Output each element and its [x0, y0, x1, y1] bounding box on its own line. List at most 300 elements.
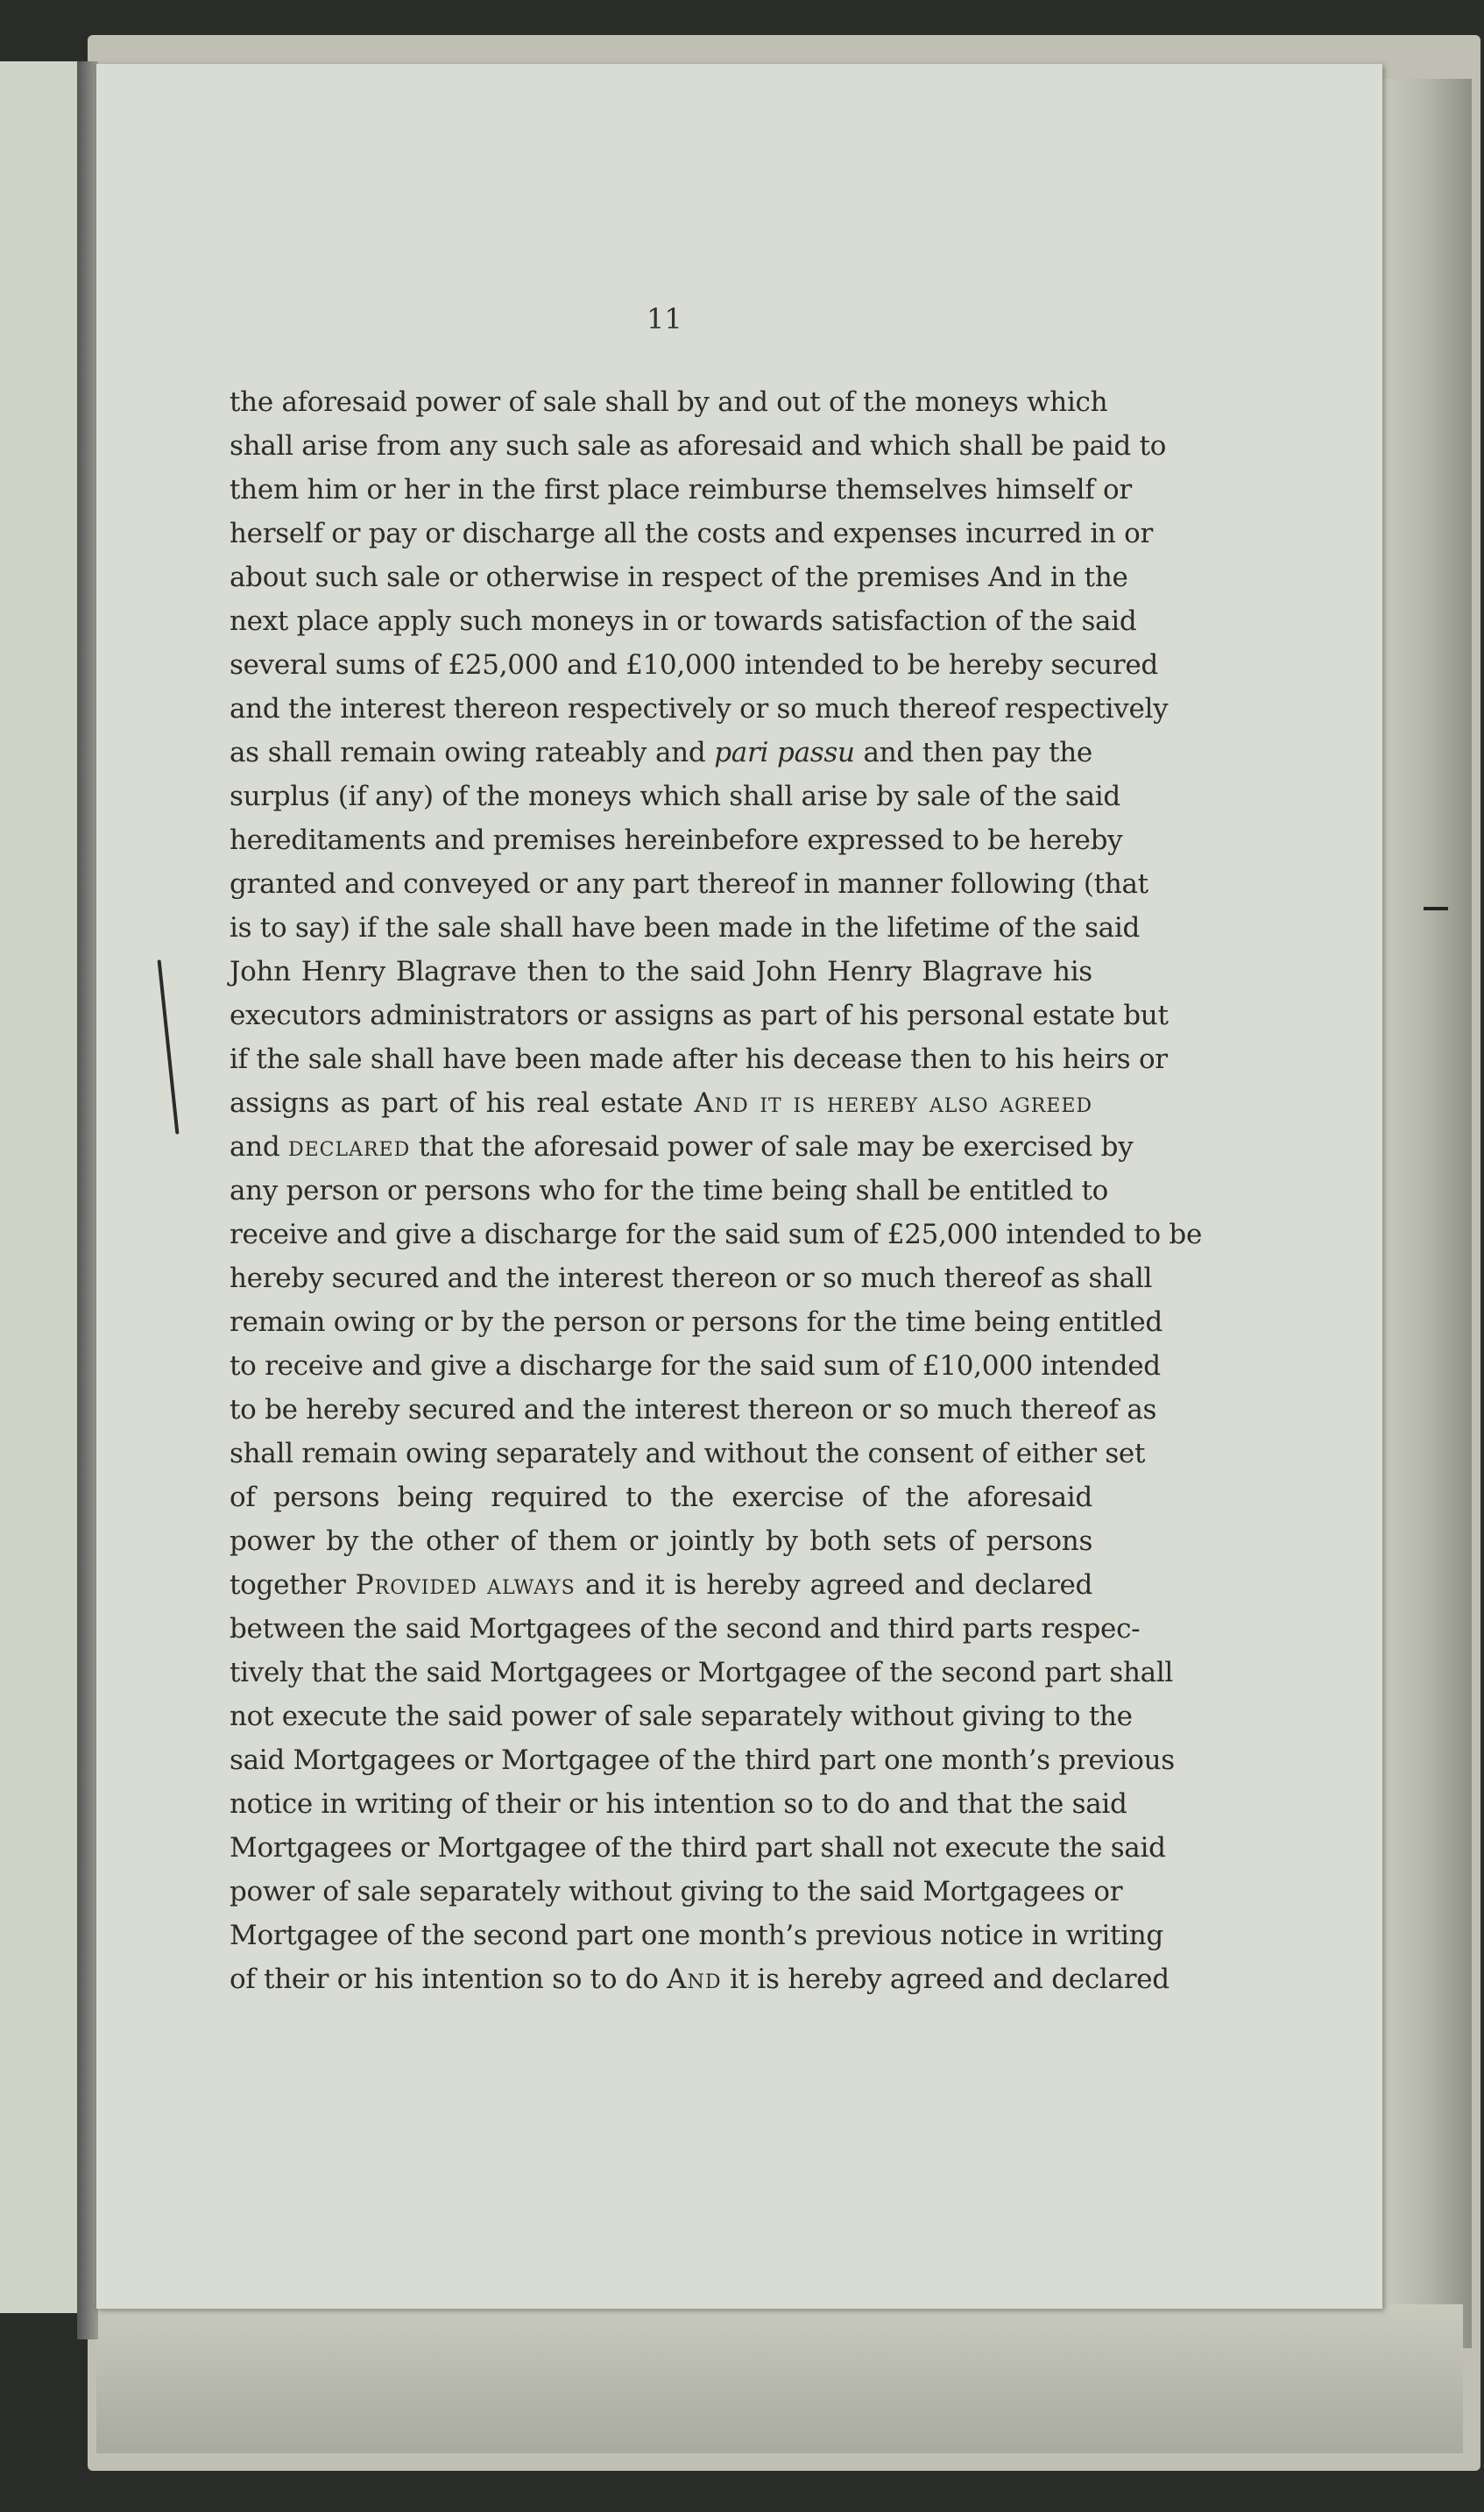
- text-segment: pay: [368, 518, 417, 549]
- text-segment: or: [538, 868, 568, 900]
- text-segment: in: [803, 868, 830, 900]
- text-segment: the: [635, 956, 680, 987]
- text-segment: respec-: [1041, 1613, 1141, 1645]
- text-segment: £25,000: [448, 649, 559, 681]
- text-segment: to: [230, 1350, 257, 1382]
- text-segment: then: [922, 737, 984, 768]
- text-segment: the: [853, 1306, 898, 1338]
- text-segment: granted: [230, 868, 336, 900]
- text-segment: receive: [265, 1350, 364, 1382]
- text-segment: either: [1015, 1438, 1097, 1469]
- text-segment: is: [757, 1964, 780, 1995]
- text-segment: that: [957, 1788, 1012, 1820]
- text-line: [230, 862, 1148, 906]
- text-segment: for: [625, 1219, 665, 1250]
- text-segment: intended: [1006, 1219, 1126, 1250]
- text-segment: after: [672, 1044, 738, 1075]
- text-line: [230, 1037, 1168, 1081]
- text-segment: the: [645, 518, 689, 549]
- text-segment: one: [640, 1920, 690, 1951]
- text-line: [230, 1344, 1161, 1388]
- text-segment: but: [1123, 1000, 1169, 1031]
- text-segment: their: [264, 1964, 329, 1995]
- text-segment: be: [1169, 1219, 1202, 1250]
- text-line: [230, 599, 1137, 643]
- text-segment: and: [344, 868, 395, 900]
- text-segment: or: [1138, 1044, 1168, 1075]
- text-segment: towards: [713, 605, 823, 637]
- text-segment: to: [821, 1788, 849, 1820]
- text-segment: give: [395, 1219, 452, 1250]
- text-segment: of: [948, 1525, 975, 1557]
- text-line: [230, 1432, 1146, 1475]
- text-segment: and: [336, 1219, 387, 1250]
- text-segment: owing: [405, 1438, 488, 1469]
- text-segment: to: [259, 912, 287, 944]
- text-segment: as: [1127, 1394, 1157, 1426]
- text-segment: sale: [386, 562, 441, 593]
- text-segment: have: [442, 1044, 507, 1075]
- text-segment: said: [405, 1613, 461, 1645]
- text-segment: say): [294, 912, 350, 944]
- text-segment: moneys: [527, 781, 632, 812]
- text-segment: third: [887, 1613, 955, 1645]
- text-segment: moneys: [915, 386, 1019, 418]
- text-segment: sale: [795, 1131, 849, 1163]
- text-segment: or: [425, 518, 455, 549]
- text-segment: in: [642, 605, 668, 637]
- small-caps-text: always: [487, 1569, 576, 1601]
- text-segment: of: [981, 1438, 1008, 1469]
- text-segment: the: [1032, 912, 1077, 944]
- text-segment: of: [760, 1131, 787, 1163]
- text-segment: third: [744, 1744, 811, 1776]
- text-segment: place: [607, 474, 681, 506]
- text-segment: shall: [855, 1175, 920, 1206]
- text-segment: surplus: [230, 781, 330, 812]
- text-segment: be: [265, 1394, 298, 1426]
- text-segment: by: [461, 1306, 493, 1338]
- text-segment: persons: [272, 1482, 380, 1513]
- text-segment: thereon: [747, 1394, 854, 1426]
- text-segment: premises: [857, 562, 980, 593]
- text-segment: in: [1049, 562, 1077, 593]
- text-line: [230, 1081, 1092, 1125]
- text-segment: the: [804, 562, 849, 593]
- text-segment: discharge: [462, 518, 596, 549]
- text-segment: shall: [230, 430, 293, 462]
- text-segment: Henry: [827, 956, 912, 987]
- text-segment: incurred: [965, 518, 1082, 549]
- text-line: [230, 1125, 1134, 1169]
- text-segment: the: [491, 474, 536, 506]
- small-caps-text: hereby: [826, 1087, 919, 1119]
- text-segment: or: [676, 605, 706, 637]
- text-segment: being: [974, 1306, 1050, 1338]
- text-line: [230, 468, 1132, 512]
- text-segment: discharge: [519, 1350, 653, 1382]
- text-segment: or: [423, 1306, 453, 1338]
- text-segment: second: [941, 1657, 1036, 1688]
- text-segment: giving: [962, 1701, 1046, 1732]
- text-segment: executors: [230, 1000, 362, 1031]
- text-segment: or: [654, 1306, 684, 1338]
- text-segment: hereinbefore: [624, 824, 799, 856]
- text-segment: any: [230, 1175, 279, 1206]
- text-segment: to: [872, 649, 900, 681]
- text-segment: her: [403, 474, 450, 506]
- small-caps-text: declared: [287, 1131, 411, 1163]
- text-segment: made: [717, 912, 793, 944]
- text-segment: shall: [604, 386, 669, 418]
- text-segment: power: [230, 1876, 314, 1907]
- text-segment: and: [567, 649, 618, 681]
- text-segment: for: [661, 1350, 700, 1382]
- text-line: [230, 1957, 1170, 2001]
- text-segment: John: [230, 956, 291, 987]
- text-segment: remain: [301, 1438, 398, 1469]
- text-segment: entitled: [1058, 1306, 1162, 1338]
- text-line: [230, 994, 1169, 1037]
- text-segment: the: [395, 1701, 440, 1732]
- text-segment: the: [707, 1350, 752, 1382]
- text-segment: persons: [986, 1525, 1093, 1557]
- text-segment: of: [994, 605, 1021, 637]
- text-segment: the: [501, 1306, 546, 1338]
- text-segment: without: [569, 1876, 672, 1907]
- text-segment: themselves: [835, 474, 988, 506]
- text-segment: set: [1105, 1438, 1146, 1469]
- text-segment: or: [785, 1263, 815, 1294]
- text-segment: following: [950, 868, 1076, 900]
- text-segment: respectively: [1004, 693, 1169, 725]
- text-segment: (that: [1083, 868, 1148, 900]
- text-line: [230, 1870, 1123, 1914]
- text-line: [230, 512, 1154, 555]
- text-segment: the: [420, 1920, 465, 1951]
- text-segment: of: [852, 1219, 880, 1250]
- text-segment: thereof: [1020, 1394, 1119, 1426]
- text-segment: such: [459, 605, 523, 637]
- text-segment: be: [907, 649, 941, 681]
- text-segment: rateably: [534, 737, 647, 768]
- text-line: [230, 555, 1128, 599]
- text-line: [230, 1607, 1141, 1651]
- text-segment: much: [860, 1263, 936, 1294]
- text-segment: give: [430, 1350, 487, 1382]
- text-segment: Henry: [300, 956, 385, 987]
- text-line: [230, 1388, 1157, 1432]
- text-segment: or: [739, 693, 768, 725]
- text-line: [230, 1738, 1175, 1782]
- text-segment: of: [322, 1876, 349, 1907]
- text-segment: in: [457, 474, 484, 506]
- text-segment: declared: [974, 1569, 1093, 1601]
- text-segment: conveyed: [403, 868, 531, 900]
- text-segment: of: [770, 562, 797, 593]
- text-segment: and: [371, 1350, 422, 1382]
- text-segment: parts: [962, 1613, 1033, 1645]
- page-number: 11: [647, 302, 682, 336]
- text-segment: of: [386, 1920, 413, 1951]
- text-segment: agreed: [809, 1569, 905, 1601]
- text-segment: the: [256, 1044, 300, 1075]
- text-segment: Mortgagees: [293, 1744, 456, 1776]
- text-segment: to: [598, 956, 625, 987]
- text-segment: a: [460, 1219, 477, 1250]
- text-segment: part: [381, 1087, 438, 1119]
- text-segment: or: [449, 562, 477, 593]
- text-segment: several: [230, 649, 328, 681]
- text-segment: entitled: [969, 1175, 1073, 1206]
- text-segment: reimburse: [688, 474, 828, 506]
- text-segment: or: [568, 1788, 597, 1820]
- text-segment: execute: [944, 1832, 1050, 1864]
- text-segment: as: [230, 737, 259, 768]
- text-segment: or: [386, 1175, 416, 1206]
- text-segment: sale: [437, 912, 491, 944]
- text-segment: between: [230, 1613, 345, 1645]
- text-segment: Mortgagees: [922, 1876, 1085, 1907]
- text-segment: him: [307, 474, 358, 506]
- text-segment: the: [816, 1438, 859, 1469]
- text-segment: the: [650, 1175, 695, 1206]
- text-line: [230, 687, 1169, 731]
- text-line: [230, 1256, 1153, 1300]
- text-segment: of: [604, 1701, 631, 1732]
- text-segment: in: [1031, 1920, 1058, 1951]
- text-segment: the: [1013, 781, 1057, 812]
- text-segment: apply: [377, 605, 451, 637]
- text-segment: Mortgagees: [230, 1832, 392, 1864]
- text-segment: of: [640, 1613, 666, 1645]
- text-segment: be: [1030, 430, 1064, 462]
- text-segment: satisfaction: [830, 605, 987, 637]
- page-edges-right: [1367, 79, 1472, 2348]
- text-segment: declared: [1051, 1964, 1170, 1995]
- text-segment: in: [627, 562, 654, 593]
- text-segment: then: [526, 956, 589, 987]
- text-segment: secured: [407, 1394, 516, 1426]
- text-segment: hereditaments: [230, 824, 427, 856]
- text-segment: himself: [995, 474, 1095, 506]
- text-segment: hereby: [788, 1964, 882, 1995]
- text-segment: the: [505, 1263, 550, 1294]
- text-segment: by: [326, 1525, 359, 1557]
- text-segment: or: [1124, 518, 1154, 549]
- text-segment: sale: [638, 1701, 693, 1732]
- text-segment: so: [552, 1964, 583, 1995]
- text-segment: or: [629, 1525, 658, 1557]
- text-segment: real: [536, 1087, 590, 1119]
- text-segment: tively: [230, 1657, 303, 1688]
- text-segment: other: [426, 1525, 498, 1557]
- text-segment: that: [311, 1657, 366, 1688]
- text-segment: notice: [230, 1788, 313, 1820]
- text-segment: writing: [355, 1788, 453, 1820]
- text-segment: persons: [424, 1175, 531, 1206]
- text-segment: separately: [419, 1876, 561, 1907]
- text-segment: previous: [816, 1920, 932, 1951]
- text-segment: the: [1020, 1788, 1064, 1820]
- text-segment: shall: [370, 1044, 435, 1075]
- text-segment: of: [824, 1000, 852, 1031]
- text-segment: them: [230, 474, 299, 506]
- text-segment: thereon: [671, 1263, 777, 1294]
- text-segment: of: [230, 1964, 256, 1995]
- text-segment: and: [898, 1788, 949, 1820]
- text-segment: interest: [634, 1394, 740, 1426]
- text-segment: thereon: [453, 693, 560, 725]
- text-segment: hereby: [1028, 824, 1123, 856]
- text-line: [230, 731, 1092, 775]
- text-segment: for: [806, 1306, 845, 1338]
- text-segment: of: [658, 1744, 684, 1776]
- small-caps-text: Provided: [355, 1569, 477, 1601]
- text-segment: separately: [700, 1701, 843, 1732]
- text-segment: said: [1085, 912, 1141, 944]
- text-segment: Blagrave: [395, 956, 517, 987]
- text-segment: respect: [661, 562, 763, 593]
- text-segment: or: [400, 1832, 429, 1864]
- text-segment: as: [722, 1000, 753, 1031]
- text-segment: person: [286, 1175, 379, 1206]
- text-segment: or: [366, 474, 396, 506]
- text-segment: said: [859, 1876, 915, 1907]
- text-segment: persons: [691, 1306, 799, 1338]
- text-segment: shall: [499, 912, 563, 944]
- text-segment: the: [385, 912, 429, 944]
- text-segment: as: [639, 430, 669, 462]
- text-segment: administrators: [370, 1000, 569, 1031]
- text-segment: personal: [907, 1000, 1024, 1031]
- text-segment: or: [1102, 474, 1132, 506]
- small-caps-text: agreed: [1000, 1087, 1093, 1119]
- text-segment: said: [1071, 1788, 1127, 1820]
- text-segment: previous: [1058, 1744, 1175, 1776]
- text-segment: may: [857, 1131, 914, 1163]
- text-segment: such: [314, 562, 378, 593]
- text-segment: the: [889, 1657, 933, 1688]
- text-segment: not: [892, 1832, 936, 1864]
- page-edges-bottom: [96, 2304, 1463, 2453]
- text-segment: so: [822, 1263, 852, 1294]
- text-segment: of: [442, 781, 468, 812]
- text-segment: the: [672, 1219, 717, 1250]
- text-segment: shall: [1109, 1657, 1174, 1688]
- text-segment: month’s: [941, 1744, 1050, 1776]
- text-segment: exercise: [731, 1482, 844, 1513]
- text-segment: the: [670, 1482, 714, 1513]
- small-caps-text: And: [694, 1087, 749, 1119]
- text-line: [230, 1826, 1166, 1870]
- text-segment: without: [703, 1438, 808, 1469]
- text-segment: respectively: [567, 693, 731, 725]
- text-segment: his: [745, 1044, 785, 1075]
- text-segment: exercised: [963, 1131, 1093, 1163]
- text-line: [230, 380, 1108, 424]
- text-segment: the: [863, 386, 907, 418]
- text-segment: (if: [337, 781, 367, 812]
- text-segment: time: [905, 1306, 966, 1338]
- text-segment: be: [927, 1175, 961, 1206]
- text-segment: lifetime: [887, 912, 990, 944]
- text-segment: otherwise: [485, 562, 619, 593]
- text-segment: said: [760, 1350, 816, 1382]
- text-segment: and: [645, 1438, 696, 1469]
- text-segment: receive: [230, 1219, 329, 1250]
- text-segment: as: [1050, 1263, 1080, 1294]
- text-segment: separately: [495, 1438, 638, 1469]
- text-segment: of: [461, 1788, 487, 1820]
- text-segment: his: [1053, 956, 1092, 987]
- text-segment: be: [987, 824, 1021, 856]
- text-segment: expenses: [832, 518, 958, 549]
- text-segment: part: [755, 1832, 812, 1864]
- text-segment: owing: [333, 1306, 416, 1338]
- text-line: [230, 775, 1120, 818]
- text-segment: said: [724, 1219, 781, 1250]
- text-segment: estate: [600, 1087, 683, 1119]
- italic-text: passu: [777, 737, 855, 768]
- text-segment: second: [472, 1920, 569, 1951]
- text-segment: their: [495, 1788, 561, 1820]
- text-segment: to: [952, 824, 979, 856]
- text-segment: sale: [576, 430, 632, 462]
- text-segment: shall: [1088, 1263, 1153, 1294]
- text-segment: arise: [801, 781, 868, 812]
- text-segment: which: [869, 430, 951, 462]
- text-segment: the: [370, 1525, 414, 1557]
- text-segment: his: [859, 1000, 899, 1031]
- text-segment: third: [681, 1832, 747, 1864]
- text-segment: £10,000: [625, 649, 737, 681]
- text-segment: by: [876, 781, 908, 812]
- text-segment: the: [287, 693, 332, 725]
- text-segment: the: [582, 1394, 626, 1426]
- text-line: [230, 1563, 1092, 1607]
- text-segment: expressed: [807, 824, 944, 856]
- text-segment: all: [604, 518, 637, 549]
- text-segment: being: [771, 1175, 848, 1206]
- text-segment: thereof: [943, 1263, 1042, 1294]
- text-segment: the: [374, 1657, 419, 1688]
- text-segment: aforesaid: [281, 386, 407, 418]
- text-segment: part: [632, 868, 689, 900]
- text-segment: and: [717, 386, 768, 418]
- text-segment: Mortgagees: [490, 1657, 653, 1688]
- text-segment: to: [230, 1394, 257, 1426]
- text-segment: in: [801, 912, 827, 944]
- text-segment: then: [910, 1044, 972, 1075]
- text-segment: much: [936, 1394, 1013, 1426]
- text-line: [230, 906, 1141, 950]
- text-segment: of: [449, 1087, 475, 1119]
- text-segment: power: [230, 1525, 314, 1557]
- text-segment: manner: [837, 868, 943, 900]
- text-segment: time: [703, 1175, 764, 1206]
- text-segment: shall: [230, 1438, 293, 1469]
- text-line: [230, 950, 1092, 994]
- text-segment: the: [1088, 1701, 1133, 1732]
- text-segment: the: [692, 1744, 737, 1776]
- text-segment: and: [863, 737, 914, 768]
- text-segment: pay: [992, 737, 1041, 768]
- text-segment: the: [835, 912, 880, 944]
- text-line: [230, 1213, 1202, 1256]
- text-segment: consent: [867, 1438, 974, 1469]
- text-line: [230, 1914, 1163, 1957]
